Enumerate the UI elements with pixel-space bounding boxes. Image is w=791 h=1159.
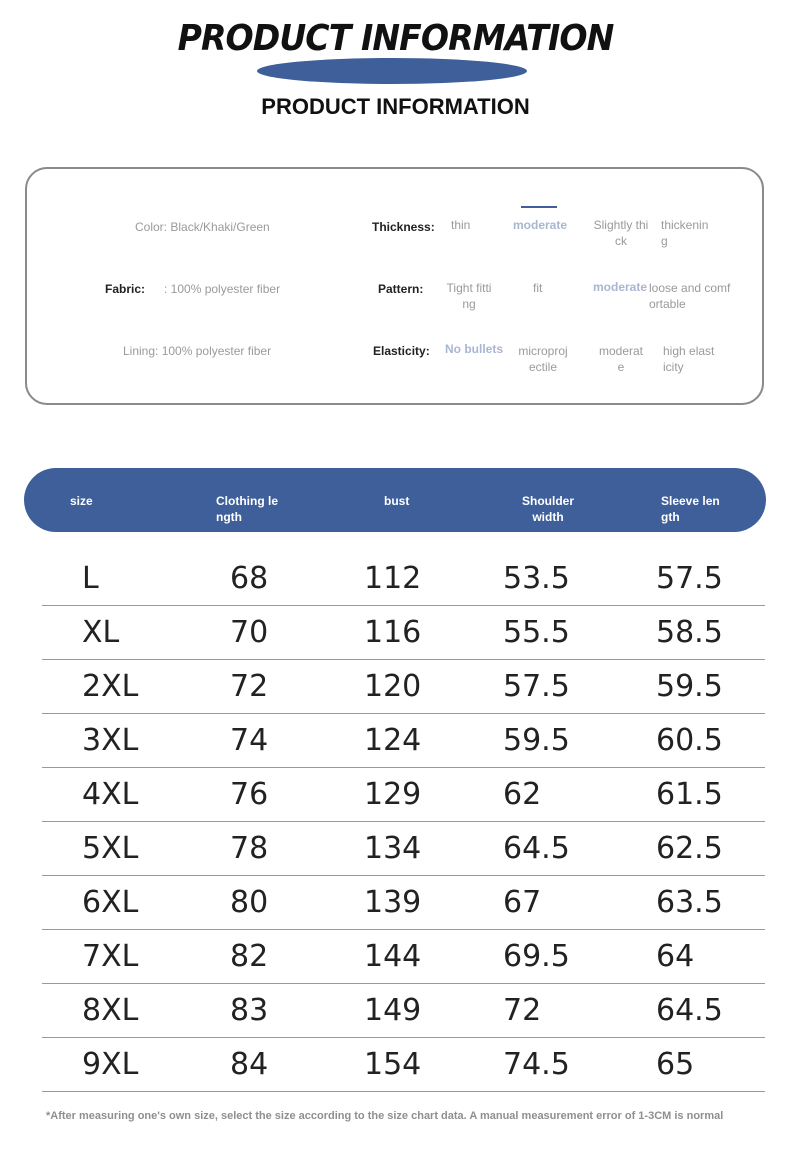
table-cell: 74 [230,723,269,758]
elasticity-option: microproj ectile [518,344,568,374]
size-table [42,552,765,1092]
table-cell: 74.5 [503,1047,570,1082]
table-cell: 57.5 [503,669,570,704]
header-clothing-length: Clothing le ngth [216,494,278,524]
table-cell: 4XL [82,777,139,812]
pattern-option-selected: moderate [593,280,648,294]
table-cell: 149 [364,993,422,1028]
table-cell: 6XL [82,885,139,920]
table-cell: 55.5 [503,615,570,650]
table-cell: 59.5 [503,723,570,758]
table-cell: 76 [230,777,269,812]
elasticity-option: high elast icity [663,344,715,374]
table-row [42,606,765,660]
banner-underline-shape [257,58,527,84]
table-cell: 69.5 [503,939,570,974]
table-cell: 154 [364,1047,422,1082]
table-row [42,984,765,1038]
table-cell: 62 [503,777,542,812]
header-sleeve-length: Sleeve len gth [661,494,720,524]
selection-marker [521,206,557,208]
table-cell: 64.5 [503,831,570,866]
table-cell: L [82,561,99,596]
table-cell: 62.5 [656,831,723,866]
table-cell: 58.5 [656,615,723,650]
color-info: Color: Black/Khaki/Green [135,220,270,234]
table-cell: XL [82,615,120,650]
table-cell: 134 [364,831,422,866]
table-cell: 67 [503,885,542,920]
pattern-option: fit [533,281,543,295]
table-cell: 72 [503,993,542,1028]
table-cell: 78 [230,831,269,866]
header-bust: bust [384,494,410,508]
table-cell: 57.5 [656,561,723,596]
pattern-label: Pattern: [378,282,424,296]
product-info-card [25,167,764,405]
table-cell: 116 [364,615,422,650]
footnote: *After measuring one's own size, select the size according to the size chart data. A manual measurement error of 1-3CM is normal [46,1110,724,1122]
header-banner [0,14,791,80]
table-cell: 64 [656,939,695,974]
table-cell: 139 [364,885,422,920]
table-row [42,822,765,876]
table-row [42,930,765,984]
table-row [42,768,765,822]
table-cell: 60.5 [656,723,723,758]
fabric-label: Fabric: [105,282,146,296]
table-row [42,1038,765,1092]
table-cell: 7XL [82,939,139,974]
table-cell: 61.5 [656,777,723,812]
table-cell: 8XL [82,993,139,1028]
pattern-option: loose and comf ortable [649,281,731,311]
thickness-label: Thickness: [372,220,435,234]
table-cell: 112 [364,561,422,596]
thickness-option: Slightly thi ck [593,218,649,248]
table-row [42,552,765,606]
table-cell: 53.5 [503,561,570,596]
table-cell: 144 [364,939,422,974]
table-cell: 59.5 [656,669,723,704]
table-cell: 80 [230,885,269,920]
table-cell: 65 [656,1047,695,1082]
banner-title: PRODUCT INFORMATION [177,18,614,59]
thickness-option: thin [451,218,471,232]
elasticity-label: Elasticity: [373,344,430,358]
thickness-option: thickenin g [661,218,709,248]
table-cell: 5XL [82,831,139,866]
table-cell: 120 [364,669,422,704]
thickness-option-selected: moderate [513,218,568,232]
table-row [42,660,765,714]
table-cell: 83 [230,993,269,1028]
elasticity-option-selected: No bullets [445,342,504,356]
elasticity-option: moderat e [598,344,644,374]
size-chart-header [24,468,766,532]
table-cell: 3XL [82,723,139,758]
header-shoulder-width: Shoulder width [522,494,575,524]
table-cell: 9XL [82,1047,139,1082]
table-cell: 72 [230,669,269,704]
table-row [42,714,765,768]
table-row [42,876,765,930]
table-cell: 64.5 [656,993,723,1028]
table-cell: 124 [364,723,422,758]
table-cell: 84 [230,1047,269,1082]
pattern-option: Tight fitti ng [446,281,492,311]
page-subtitle: PRODUCT INFORMATION [261,94,530,119]
table-cell: 2XL [82,669,139,704]
table-cell: 82 [230,939,269,974]
table-cell: 129 [364,777,422,812]
table-cell: 70 [230,615,269,650]
table-cell: 63.5 [656,885,723,920]
fabric-value: : 100% polyester fiber [164,282,281,296]
header-size: size [70,494,93,508]
table-cell: 68 [230,561,269,596]
lining-info: Lining: 100% polyester fiber [123,344,272,358]
